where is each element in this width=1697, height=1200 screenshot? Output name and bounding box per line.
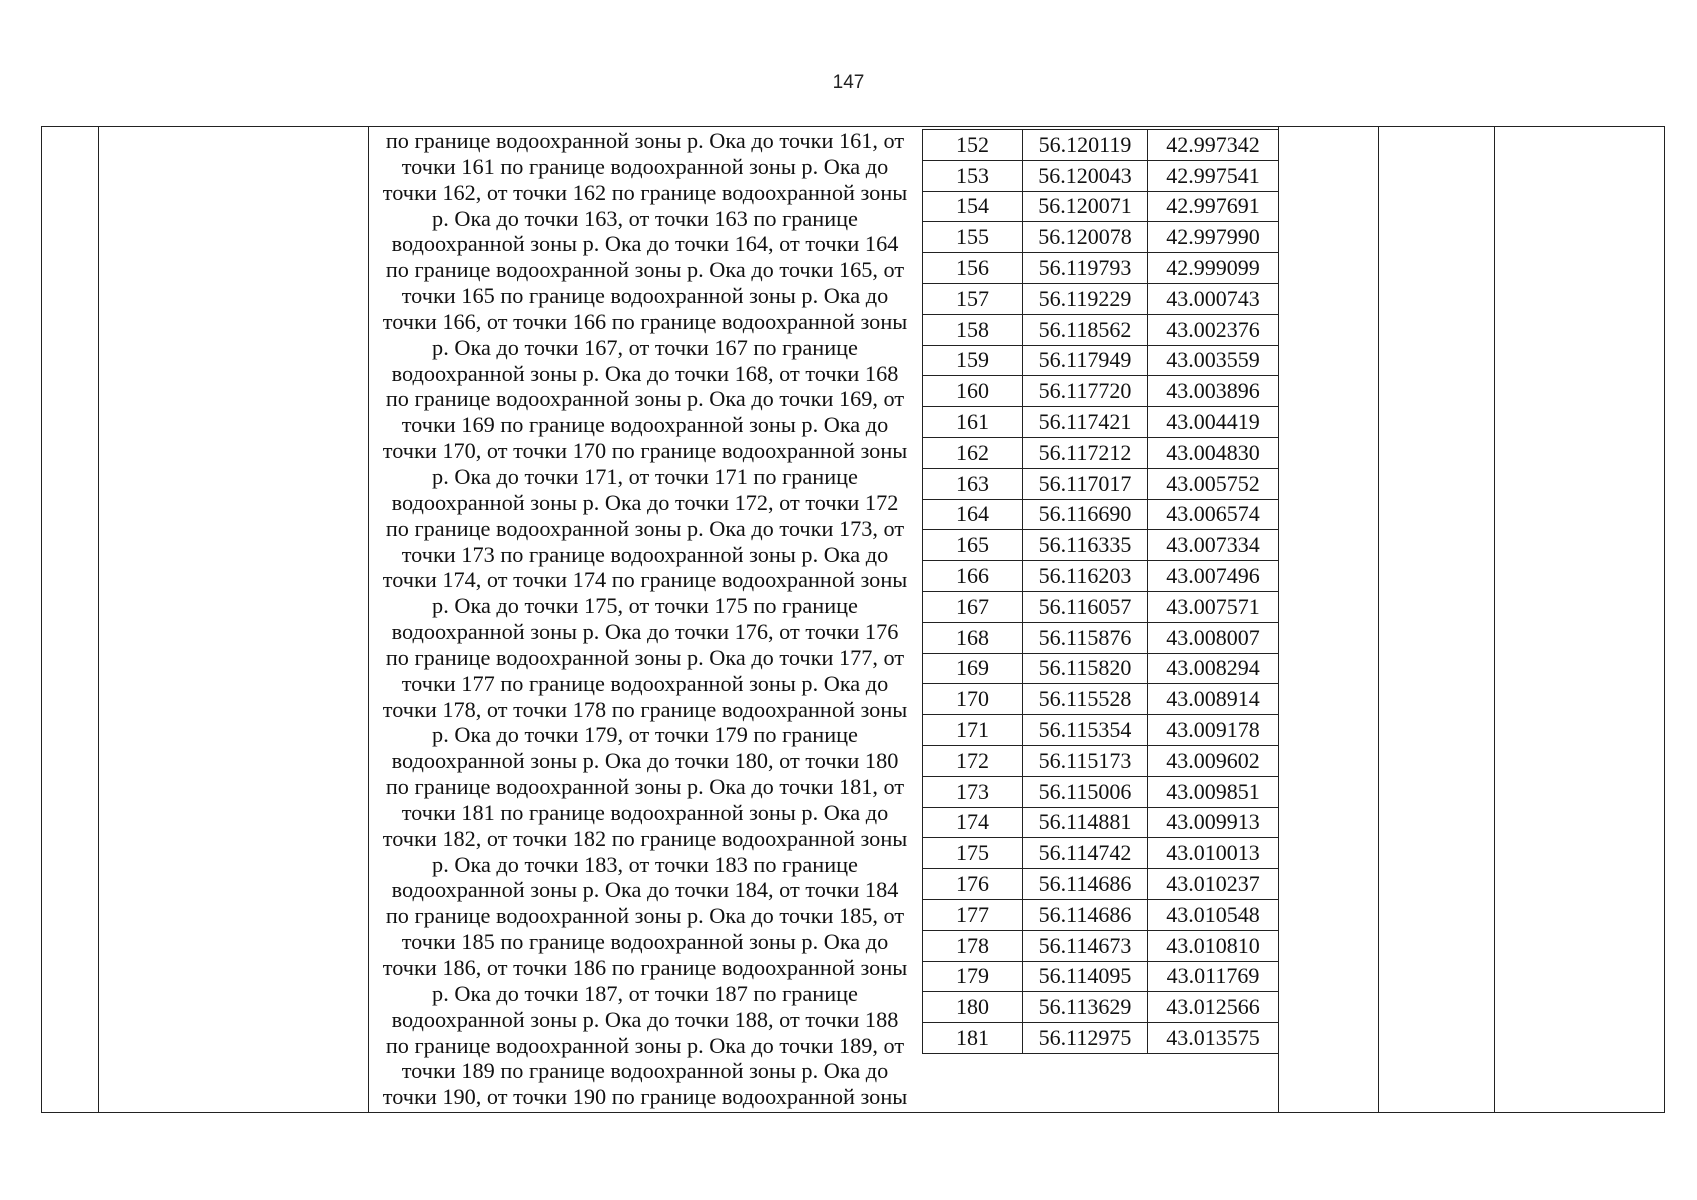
longitude-cell: 42.999099 (1148, 253, 1279, 284)
point-number-cell: 163 (923, 468, 1023, 499)
table-row (923, 992, 1279, 1023)
boundary-table (41, 126, 1665, 1113)
latitude-cell: 56.115820 (1023, 653, 1148, 684)
description-line: точки 177 по границе водоохранной зоны р. Ока до (401, 670, 889, 696)
table-row (923, 622, 1279, 653)
longitude-cell: 42.997691 (1148, 191, 1279, 222)
longitude-cell: 43.008294 (1148, 653, 1279, 684)
point-number-cell: 158 (923, 314, 1023, 345)
point-number-cell: 175 (923, 838, 1023, 869)
description-line: р. Ока до точки 163, от точки 163 по границе (432, 205, 858, 231)
column-divider (1494, 127, 1495, 1112)
description-line: р. Ока до точки 167, от точки 167 по границе (432, 334, 858, 360)
longitude-cell: 43.002376 (1148, 314, 1279, 345)
longitude-cell: 43.009851 (1148, 776, 1279, 807)
latitude-cell: 56.120043 (1023, 160, 1148, 191)
point-number-cell: 178 (923, 930, 1023, 961)
description-line: р. Ока до точки 175, от точки 175 по границе (432, 593, 858, 619)
table-row (923, 776, 1279, 807)
latitude-cell: 56.116690 (1023, 499, 1148, 530)
longitude-cell: 43.007571 (1148, 591, 1279, 622)
table-row (923, 468, 1279, 499)
longitude-cell: 43.010810 (1148, 930, 1279, 961)
table-row (923, 314, 1279, 345)
description-line: р. Ока до точки 171, от точки 171 по границе (432, 463, 858, 489)
point-number-cell: 172 (923, 745, 1023, 776)
longitude-cell: 43.009602 (1148, 745, 1279, 776)
latitude-cell: 56.115528 (1023, 684, 1148, 715)
longitude-cell: 43.000743 (1148, 283, 1279, 314)
description-line: р. Ока до точки 187, от точки 187 по границе (432, 980, 858, 1006)
description-line: по границе водоохранной зоны р. Ока до точки 161, от (385, 128, 905, 153)
table-row (923, 283, 1279, 314)
point-number-cell: 173 (923, 776, 1023, 807)
latitude-cell: 56.115173 (1023, 745, 1148, 776)
longitude-cell: 43.009178 (1148, 715, 1279, 746)
longitude-cell: 43.010013 (1148, 838, 1279, 869)
point-number-cell: 181 (923, 1023, 1023, 1054)
point-number-cell: 165 (923, 530, 1023, 561)
table-row (923, 437, 1279, 468)
description-line: р. Ока до точки 183, от точки 183 по границе (432, 851, 858, 877)
longitude-cell: 43.012566 (1148, 992, 1279, 1023)
description-line: точки 181 по границе водоохранной зоны р. Ока до (401, 799, 889, 825)
point-number-cell: 153 (923, 160, 1023, 191)
longitude-cell: 43.008007 (1148, 622, 1279, 653)
point-number-cell: 160 (923, 376, 1023, 407)
longitude-cell: 43.008914 (1148, 684, 1279, 715)
description-line: по границе водоохранной зоны р. Ока до точки 177, от (385, 644, 905, 670)
column-divider (1378, 127, 1379, 1112)
table-row (923, 130, 1279, 161)
point-number-cell: 152 (923, 130, 1023, 161)
point-number-cell: 159 (923, 345, 1023, 376)
latitude-cell: 56.115876 (1023, 622, 1148, 653)
table-row (923, 745, 1279, 776)
longitude-cell: 43.003896 (1148, 376, 1279, 407)
longitude-cell: 43.010237 (1148, 869, 1279, 900)
point-number-cell: 174 (923, 807, 1023, 838)
longitude-cell: 43.006574 (1148, 499, 1279, 530)
table-row (923, 591, 1279, 622)
point-number-cell: 180 (923, 992, 1023, 1023)
description-line: водоохранной зоны р. Ока до точки 172, от точки 172 (391, 489, 899, 515)
description-line: точки 169 по границе водоохранной зоны р. Ока до (401, 412, 889, 438)
latitude-cell: 56.116057 (1023, 591, 1148, 622)
point-number-cell: 164 (923, 499, 1023, 530)
latitude-cell: 56.114095 (1023, 961, 1148, 992)
latitude-cell: 56.120078 (1023, 222, 1148, 253)
point-number-cell: 169 (923, 653, 1023, 684)
description-line: точки 182, от точки 182 по границе водоохранной зоны (382, 825, 908, 851)
description-line: по границе водоохранной зоны р. Ока до точки 185, от (385, 903, 905, 929)
point-number-cell: 168 (923, 622, 1023, 653)
latitude-cell: 56.115354 (1023, 715, 1148, 746)
latitude-cell: 56.117949 (1023, 345, 1148, 376)
point-number-cell: 171 (923, 715, 1023, 746)
table-row (923, 838, 1279, 869)
longitude-cell: 43.007496 (1148, 561, 1279, 592)
description-line: по границе водоохранной зоны р. Ока до точки 169, от (385, 386, 905, 412)
table-row (923, 191, 1279, 222)
coordinates-table (922, 129, 1279, 1054)
description-line: точки 170, от точки 170 по границе водоохранной зоны (382, 438, 908, 464)
table-row (923, 653, 1279, 684)
point-number-cell: 177 (923, 899, 1023, 930)
description-line: водоохранной зоны р. Ока до точки 176, от точки 176 (391, 619, 899, 645)
longitude-cell: 42.997541 (1148, 160, 1279, 191)
latitude-cell: 56.114673 (1023, 930, 1148, 961)
description-line: точки 186, от точки 186 по границе водоохранной зоны (382, 955, 908, 980)
latitude-cell: 56.114881 (1023, 807, 1148, 838)
description-line: по границе водоохранной зоны р. Ока до точки 165, от (385, 257, 905, 283)
latitude-cell: 56.112975 (1023, 1023, 1148, 1054)
point-number-cell: 162 (923, 437, 1023, 468)
point-number-cell: 154 (923, 191, 1023, 222)
latitude-cell: 56.120119 (1023, 130, 1148, 161)
latitude-cell: 56.114686 (1023, 899, 1148, 930)
longitude-cell: 43.003559 (1148, 345, 1279, 376)
point-number-cell: 176 (923, 869, 1023, 900)
point-number-cell: 157 (923, 283, 1023, 314)
point-number-cell: 156 (923, 253, 1023, 284)
table-row (923, 530, 1279, 561)
description-line: водоохранной зоны р. Ока до точки 184, от точки 184 (391, 877, 899, 903)
point-number-cell: 170 (923, 684, 1023, 715)
latitude-cell: 56.117212 (1023, 437, 1148, 468)
description-line: точки 174, от точки 174 по границе водоохранной зоны (382, 567, 908, 593)
table-row (923, 253, 1279, 284)
latitude-cell: 56.120071 (1023, 191, 1148, 222)
table-row (923, 376, 1279, 407)
description-line: водоохранной зоны р. Ока до точки 168, от точки 168 (391, 360, 899, 386)
description-line: точки 165 по границе водоохранной зоны р. Ока до (401, 283, 889, 309)
description-line: точки 173 по границе водоохранной зоны р. Ока до (401, 541, 889, 567)
description-line: точки 162, от точки 162 по границе водоохранной зоны (382, 179, 908, 205)
latitude-cell: 56.115006 (1023, 776, 1148, 807)
point-number-cell: 155 (923, 222, 1023, 253)
page-number: 147 (832, 72, 865, 93)
table-row (923, 807, 1279, 838)
point-number-cell: 161 (923, 407, 1023, 438)
longitude-cell: 43.005752 (1148, 468, 1279, 499)
description-line: р. Ока до точки 179, от точки 179 по границе (432, 722, 858, 748)
table-row (923, 930, 1279, 961)
table-row (923, 407, 1279, 438)
table-row (923, 684, 1279, 715)
longitude-cell: 43.011769 (1148, 961, 1279, 992)
latitude-cell: 56.116335 (1023, 530, 1148, 561)
longitude-cell: 43.010548 (1148, 899, 1279, 930)
description-line: по границе водоохранной зоны р. Ока до точки 189, от (385, 1032, 905, 1058)
longitude-cell: 42.997342 (1148, 130, 1279, 161)
boundary-description (368, 127, 922, 1112)
table-row (923, 899, 1279, 930)
longitude-cell: 43.013575 (1148, 1023, 1279, 1054)
description-line: водоохранной зоны р. Ока до точки 180, от точки 180 (391, 748, 899, 774)
latitude-cell: 56.114686 (1023, 869, 1148, 900)
longitude-cell: 42.997990 (1148, 222, 1279, 253)
point-number-cell: 167 (923, 591, 1023, 622)
latitude-cell: 56.117421 (1023, 407, 1148, 438)
description-line: точки 189 по границе водоохранной зоны р. Ока до (401, 1058, 889, 1084)
table-row (923, 345, 1279, 376)
description-line: точки 161 по границе водоохранной зоны р. Ока до (401, 153, 889, 179)
table-row (923, 715, 1279, 746)
table-row (923, 1023, 1279, 1054)
description-line: точки 178, от точки 178 по границе водоохранной зоны (382, 696, 908, 722)
description-line: по границе водоохранной зоны р. Ока до точки 181, от (385, 774, 905, 800)
point-number-cell: 179 (923, 961, 1023, 992)
latitude-cell: 56.119793 (1023, 253, 1148, 284)
longitude-cell: 43.007334 (1148, 530, 1279, 561)
table-row (923, 869, 1279, 900)
latitude-cell: 56.116203 (1023, 561, 1148, 592)
description-line: точки 190, от точки 190 по границе водоохранной зоны (382, 1084, 908, 1110)
table-row (923, 961, 1279, 992)
longitude-cell: 43.004419 (1148, 407, 1279, 438)
longitude-cell: 43.009913 (1148, 807, 1279, 838)
column-divider (98, 127, 99, 1112)
latitude-cell: 56.118562 (1023, 314, 1148, 345)
latitude-cell: 56.117017 (1023, 468, 1148, 499)
latitude-cell: 56.117720 (1023, 376, 1148, 407)
description-line: водоохранной зоны р. Ока до точки 164, от точки 164 (391, 231, 899, 257)
point-number-cell: 166 (923, 561, 1023, 592)
table-row (923, 160, 1279, 191)
longitude-cell: 43.004830 (1148, 437, 1279, 468)
latitude-cell: 56.113629 (1023, 992, 1148, 1023)
latitude-cell: 56.119229 (1023, 283, 1148, 314)
table-row (923, 499, 1279, 530)
description-line: точки 185 по границе водоохранной зоны р. Ока до (401, 929, 889, 955)
description-line: по границе водоохранной зоны р. Ока до точки 173, от (385, 515, 905, 541)
description-line: водоохранной зоны р. Ока до точки 188, от точки 188 (391, 1006, 899, 1032)
description-line: точки 166, от точки 166 по границе водоохранной зоны (382, 308, 908, 334)
latitude-cell: 56.114742 (1023, 838, 1148, 869)
table-row (923, 561, 1279, 592)
table-row (923, 222, 1279, 253)
